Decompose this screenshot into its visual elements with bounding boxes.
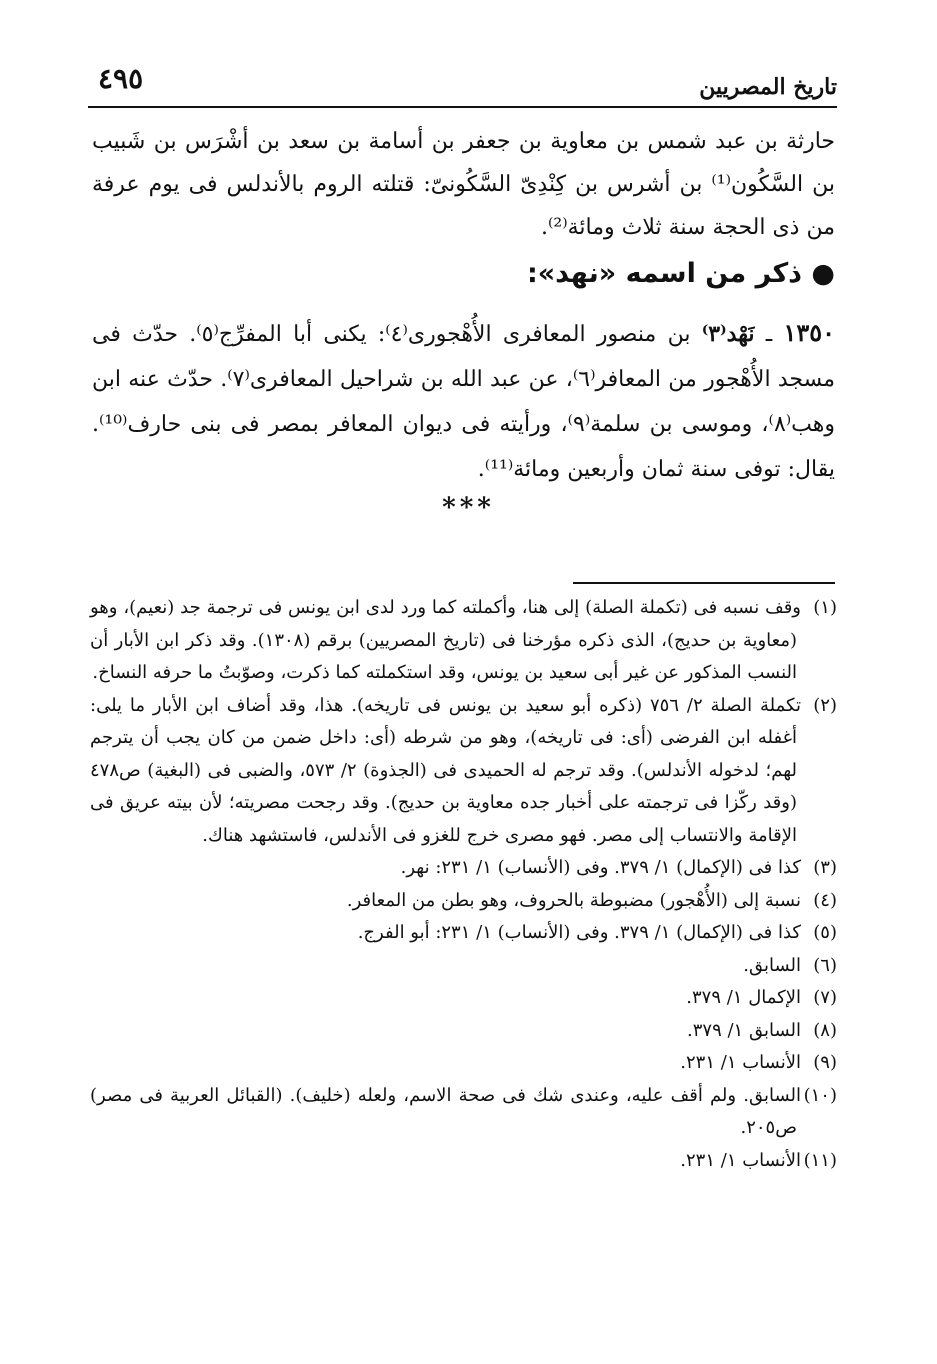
page-header: [88, 60, 837, 104]
footnote-number: (٢): [813, 694, 837, 716]
section-heading: ● ذكر من اسمه «نهد»:: [526, 258, 835, 289]
footnote: [90, 982, 837, 1015]
footnote-text: الأنساب ١/ ٢٣١.: [680, 1052, 801, 1073]
footnote-number: (٥): [813, 922, 837, 943]
footnote-text: السابق.: [743, 954, 801, 976]
footnote-text: كذا فى (الإكمال) ١/ ٣٧٩. وفى (الأنساب) ١/ ٢٣١: أبو الفرج.: [357, 922, 801, 943]
footnote-rule: [573, 582, 835, 584]
footnote: [90, 592, 837, 690]
footnote-text: تكملة الصلة ٢/ ٧٥٦ (ذكره أبو سعيد بن يونس فى تاريخه). هذا، وقد أضاف ابن الأبار ما يلى: أغفله ابن الفرضى (أى: فى تاريخه)، وهو من شرطه (أى: داخل ضمن من كان يجب أن يترجم لهم؛ لدخوله الأندلس). وقد ترجم له الحميدى فى (الجذوة) ٢/ ٥٧٣، والضبى فى (البغية) ص٤٧٨ (وقد ركّزا فى ترجمته على أخبار جده معاوية بن حديج). وقد رجحت مصريته؛ لأن بيته عريق فى الإقامة والانتساب إلى مصر. فهو مصرى خرج للغزو فى الأندلس، فاستشهد هناك.: [90, 694, 801, 846]
footnote: [90, 852, 837, 885]
footnote-number: (١٠): [803, 1084, 837, 1106]
footnote-text: الأنساب ١/ ٢٣١.: [680, 1149, 801, 1171]
footnote-text: كذا فى (الإكمال) ١/ ٣٧٩. وفى (الأنساب) ١/ ٢٣١: نهر.: [400, 857, 801, 878]
footnote: [90, 1145, 837, 1178]
entry-name: نَهْد⁽٣⁾: [701, 321, 755, 347]
entry-number: ١٣٥٠: [783, 318, 835, 347]
footnote-number: (٩): [813, 1052, 837, 1073]
footnote-text: السابق. ولم أقف عليه، وعندى شك فى صحة الاسم، ولعله (خليف). (القبائل العربية فى مصر) ص٢٠٥.: [90, 1084, 801, 1138]
running-title: تاريخ المصريين: [699, 74, 837, 100]
footnotes-list: [90, 592, 837, 1177]
entry-paragraph: [92, 310, 835, 492]
paragraph-text: حارثة بن عبد شمس بن معاوية بن جعفر بن أسامة بن سعد بن أشْرَس بن شَبيب بن السَّكُون⁽¹⁾ بن أشرس بن كِنْدِىّ السَّكُونىّ: قتلته الروم بالأندلس فى يوم عرفة من ذى الحجة سنة ثلاث ومائة⁽²⁾.: [92, 129, 835, 240]
footnote-text: الإكمال ١/ ٣٧٩.: [686, 987, 801, 1008]
page-number: ٤٩٥: [98, 62, 144, 95]
footnote-number: (١): [813, 597, 837, 618]
footnote-number: (٦): [813, 954, 837, 976]
footnote: [90, 1047, 837, 1080]
footnote-number: (٣): [813, 857, 837, 878]
biography-entry: [92, 310, 835, 492]
footnote: [90, 690, 837, 853]
footnote: [90, 950, 837, 983]
footnote-number: (٨): [813, 1019, 837, 1041]
entry-separator: ـ: [754, 322, 784, 347]
asterism-separator: ***: [442, 493, 495, 523]
footnote: [90, 1015, 837, 1048]
footnote-number: (١١): [803, 1149, 837, 1171]
footnote-text: وقف نسبه فى (تكملة الصلة) إلى هنا، وأكملته كما ورد لدى ابن يونس فى ترجمة جد (نعيم)، وهو (معاوية بن حديج)، الذى ذكره مؤرخنا فى (تاريخ المصريين) برقم (١٣٠٨). وقد ذكر ابن الأبار أن النسب المذكور عن غير أبى سعيد بن يونس، وقد استكملته كما ذكرت، وصوّبتُ ما حرفه النساخ.: [90, 597, 801, 683]
footnote-number: (٧): [813, 987, 837, 1008]
entry-text: بن منصور المعافرى الأُهْجورى⁽٤⁾: يكنى أبا المفرِّج⁽٥⁾. حدّث فى مسجد الأُهْجور من المعافر⁽٦⁾، عن عبد الله بن شراحيل المعافرى⁽٧⁾. حدّث عنه ابن وهب⁽٨⁾، وموسى بن سلمة⁽٩⁾، ورأيته فى ديوان المعافر بمصر فى بنى حارف⁽¹⁰⁾. يقال: توفى سنة ثمان وأربعين ومائة⁽¹¹⁾.: [92, 322, 836, 482]
footnote: [90, 1080, 837, 1145]
footnote-text: نسبة إلى (الأُهْجور) مضبوطة بالحروف، وهو بطن من المعافر.: [346, 889, 801, 911]
header-rule: [88, 106, 837, 108]
opening-paragraph: [92, 120, 835, 249]
footnote: [90, 885, 837, 918]
footnote-text: السابق ١/ ٣٧٩.: [687, 1019, 801, 1041]
footnote: [90, 917, 837, 950]
footnote-number: (٤): [813, 889, 837, 911]
